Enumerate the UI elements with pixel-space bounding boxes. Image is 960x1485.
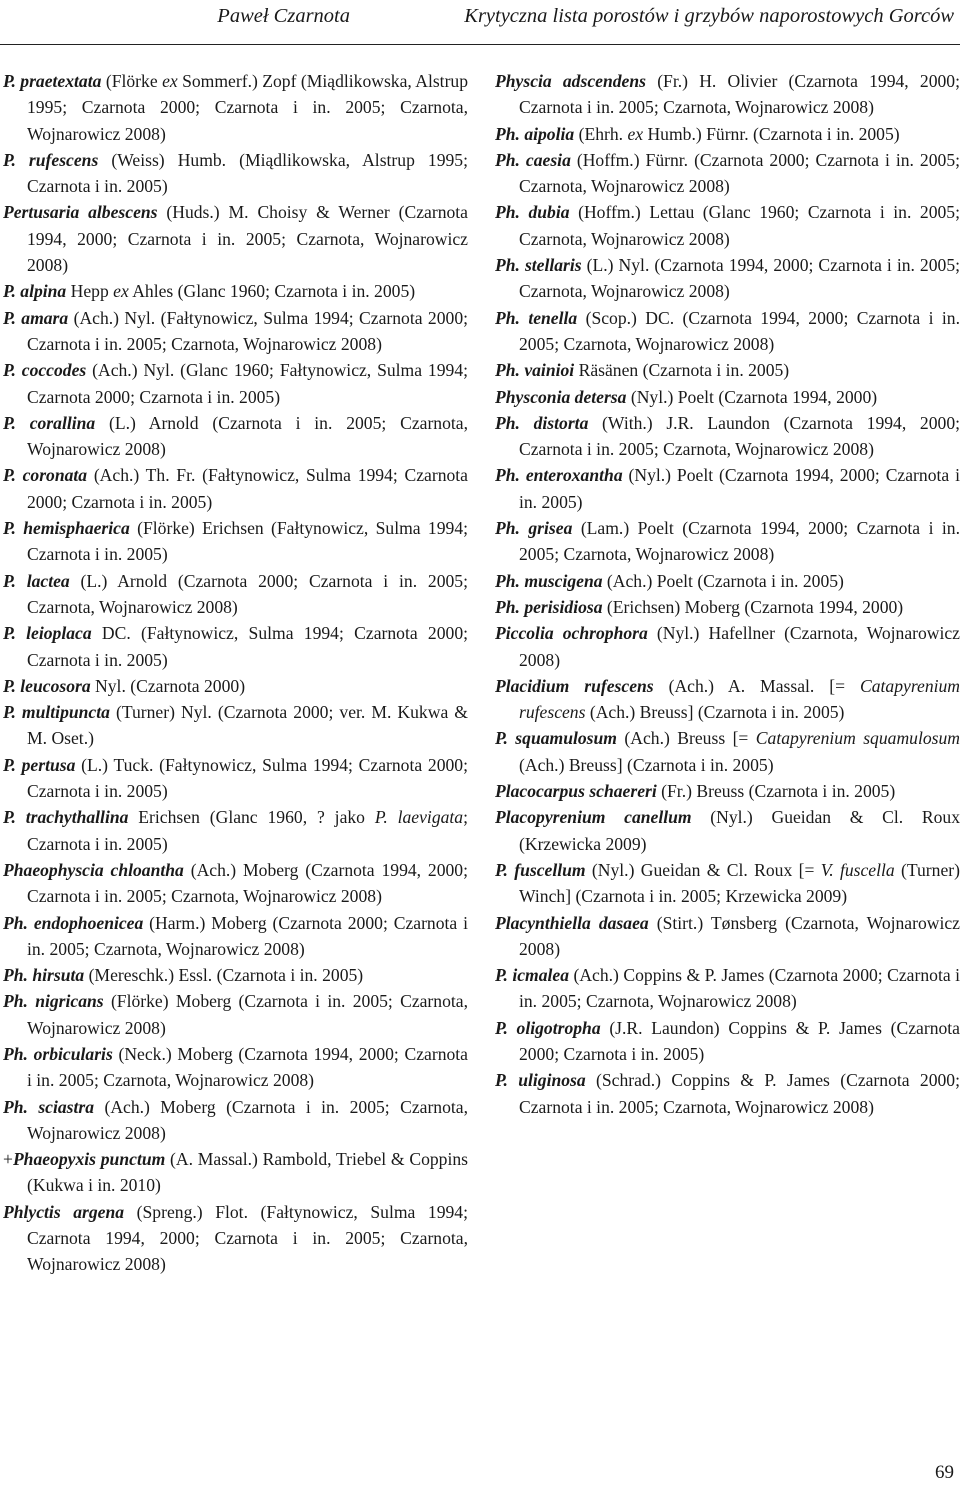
entry-text: (Stirt.) Tønsberg (Czarnota, Wojnarowicz 2008) (519, 912, 960, 959)
species-name: P. oligotropha (495, 1017, 601, 1038)
species-name: Ph. muscigena (495, 570, 603, 591)
species-entry (495, 568, 960, 594)
species-entry (3, 752, 468, 805)
species-name: P. coronata (3, 465, 88, 486)
species-entry (3, 147, 468, 200)
species-entry (495, 778, 960, 804)
entry-text: (A. Massal.) Rambold, Triebel & Coppins (Kukwa i in. 2010) (27, 1149, 468, 1196)
page-number: 69 (935, 1462, 954, 1483)
entry-text: (Harm.) Moberg (Czarnota 2000; Czarnota i in. 2005; Czarnota, Wojnarowicz 2008) (27, 912, 468, 959)
entry-text: (Ehrh. (574, 123, 628, 144)
species-name: Ph. stellaris (495, 255, 582, 276)
running-head-author: Paweł Czarnota (217, 5, 350, 27)
species-name: P. corallina (3, 412, 96, 433)
entry-text: (Schrad.) Coppins & P. James (Czarnota 2000; Czarnota i in. 2005; Czarnota, Wojnarowicz 2008) (519, 1070, 960, 1117)
species-name: P. rufescens (3, 149, 99, 170)
species-entry (3, 673, 468, 699)
species-entry (3, 1094, 468, 1147)
species-entry (495, 620, 960, 673)
species-entry (3, 568, 468, 621)
species-entry (495, 384, 960, 410)
species-entry (495, 515, 960, 568)
running-head (0, 0, 960, 40)
entry-text: Nyl. (Czarnota 2000) (90, 675, 246, 696)
entry-text: (Ach.) Moberg (Czarnota i in. 2005; Czarnota, Wojnarowicz 2008) (27, 1096, 468, 1143)
entry-text: (Flörke (101, 71, 163, 91)
species-entry (495, 857, 960, 910)
species-name: Ph. perisidiosa (495, 596, 603, 617)
species-name: Ph. endophoenicea (3, 912, 144, 933)
entry-text: (With.) J.R. Laundon (Czarnota 1994, 2000; Czarnota i in. 2005; Czarnota, Wojnarowicz 2008) (519, 412, 960, 460)
species-prefix: + (3, 1149, 13, 1170)
species-name: Placidium rufescens (495, 675, 654, 696)
entry-text: Erichsen (Glanc 1960, ? jako (128, 807, 375, 828)
entry-text: (L.) Nyl. (Czarnota 1994, 2000; Czarnota i in. 2005; Czarnota, Wojnarowicz 2008) (519, 255, 960, 302)
species-name: P. praetextata (3, 71, 102, 91)
entry-text: (L.) Arnold (Czarnota 2000; Czarnota i in. 2005; Czarnota, Wojnarowicz 2008) (27, 570, 468, 617)
species-entry (495, 305, 960, 358)
entry-text: (Weiss) Humb. (Miądlikowska, Alstrup 1995; Czarnota i in. 2005) (27, 149, 468, 197)
entry-italic-text: ex (113, 281, 129, 302)
entry-text: (Nyl.) Gueidan & Cl. Roux [= (585, 859, 821, 880)
species-name: Physconia detersa (495, 386, 627, 407)
entry-text: (Ach.) Nyl. (Glanc 1960; Fałtynowicz, Sulma 1994; Czarnota 2000; Czarnota i in. 2005) (27, 360, 469, 407)
species-name: Placopyrenium canellum (495, 807, 692, 828)
species-entry (3, 515, 468, 568)
species-entry (495, 1015, 960, 1068)
species-entry (3, 1146, 468, 1199)
species-entry (495, 121, 960, 147)
right-column (495, 68, 960, 1120)
entry-text: (J.R. Laundon) Coppins & P. James (Czarnota 2000; Czarnota i in. 2005) (519, 1017, 960, 1064)
entry-text: (Ach.) Poelt (Czarnota i in. 2005) (602, 570, 844, 591)
entry-text: (Flörke) Erichsen (Fałtynowicz, Sulma 1994; Czarnota i in. 2005) (27, 518, 468, 565)
species-entry (3, 199, 468, 278)
species-entry (3, 305, 468, 358)
entry-text: (Lam.) Poelt (Czarnota 1994, 2000; Czarnota i in. 2005; Czarnota, Wojnarowicz 2008) (519, 518, 960, 565)
species-entry (495, 910, 960, 963)
entry-text: (Erichsen) Moberg (Czarnota 1994, 2000) (602, 596, 904, 617)
species-entry (495, 410, 960, 463)
species-entry (3, 357, 468, 410)
species-name: Ph. enteroxantha (495, 465, 623, 486)
species-entry (3, 910, 468, 963)
species-name: Ph. distorta (495, 412, 589, 433)
entry-text: Hepp (66, 281, 114, 302)
entry-text-continued: Humb.) Fürnr. (Czarnota i in. 2005) (643, 123, 900, 144)
species-entry (495, 357, 960, 383)
species-entry (495, 252, 960, 305)
species-name: P. lactea (3, 570, 70, 591)
entry-text: (Spreng.) Flot. (Fałtynowicz, Sulma 1994; Czarnota 1994, 2000; Czarnota i in. 2005; Czarnota, Wojnarowicz 2008) (27, 1201, 468, 1275)
entry-italic-text: V. fuscella (820, 859, 895, 880)
species-name: Placynthiella dasaea (495, 912, 649, 933)
species-entry (3, 620, 468, 673)
entry-italic-text: ex (162, 71, 178, 91)
species-entry (3, 410, 468, 463)
entry-text: (Neck.) Moberg (Czarnota 1994, 2000; Czarnota i in. 2005; Czarnota, Wojnarowicz 2008) (27, 1043, 468, 1091)
entry-italic-text: ex (627, 123, 644, 144)
entry-text-continued: Sommerf.) Zopf (Miądlikowska, Alstrup 1995; Czarnota 2000; Czarnota i in. 2005; Czarnota, Wojnarowicz 2008) (27, 71, 469, 144)
running-head-title: Krytyczna lista porostów i grzybów naporostowych Gorców (464, 5, 954, 27)
entry-text: (Ach.) Coppins & P. James (Czarnota 2000; Czarnota i in. 2005; Czarnota, Wojnarowicz 2008) (519, 965, 960, 1012)
species-name: Phaeopyxis punctum (12, 1149, 166, 1170)
species-name: P. leucosora (3, 675, 91, 696)
species-name: Physcia adscendens (495, 71, 646, 91)
species-entry (3, 857, 468, 910)
species-entry (3, 962, 468, 988)
entry-text: Räsänen (Czarnota i in. 2005) (574, 360, 790, 381)
entry-text: (Ach.) Moberg (Czarnota 1994, 2000; Czarnota i in. 2005; Czarnota, Wojnarowicz 2008) (27, 859, 468, 907)
species-name: P. alpina (3, 281, 67, 302)
entry-text-continued: (Turner) Winch] (Czarnota i in. 2005; Krzewicka 2009) (519, 859, 960, 907)
species-name: Placocarpus schaereri (495, 781, 657, 802)
entry-text: DC. (Fałtynowicz, Sulma 1994; Czarnota 2000; Czarnota i in. 2005) (27, 623, 469, 670)
entry-text: (Ach.) Nyl. (Fałtynowicz, Sulma 1994; Czarnota 2000; Czarnota i in. 2005; Czarnota, Wojnarowicz 2008) (27, 307, 469, 354)
entry-text: (Scop.) DC. (Czarnota 1994, 2000; Czarnota i in. 2005; Czarnota, Wojnarowicz 2008) (519, 307, 960, 354)
species-entry (495, 147, 960, 200)
species-name: Ph. sciastra (3, 1096, 95, 1117)
species-entry (495, 673, 960, 726)
species-entry (495, 68, 960, 121)
species-name: P. uliginosa (495, 1070, 586, 1091)
species-entry (495, 462, 960, 515)
entry-text: (L.) Tuck. (Fałtynowicz, Sulma 1994; Czarnota 2000; Czarnota i in. 2005) (27, 754, 468, 802)
entry-text: (Fr.) H. Olivier (Czarnota 1994, 2000; Czarnota i in. 2005; Czarnota, Wojnarowicz 2008) (519, 71, 960, 118)
entry-text: (Nyl.) Poelt (Czarnota 1994, 2000) (626, 386, 878, 407)
species-entry (3, 278, 468, 304)
entry-text: (Flörke) Moberg (Czarnota i in. 2005; Czarnota, Wojnarowicz 2008) (27, 991, 468, 1038)
species-entry (3, 462, 468, 515)
entry-text-continued: (Ach.) Breuss] (Czarnota i in. 2005) (519, 754, 774, 775)
entry-text: (Nyl.) Gueidan & Cl. Roux (Krzewicka 2009) (519, 807, 960, 854)
entry-text: (Ach.) Breuss [= (617, 728, 756, 749)
entry-text: (Turner) Nyl. (Czarnota 2000; ver. M. Kukwa & M. Oset.) (27, 702, 468, 749)
entry-italic-text: P. laevigata (374, 807, 464, 828)
species-name: P. multipuncta (3, 702, 110, 723)
species-entry (495, 594, 960, 620)
entry-text: (Hoffm.) Lettau (Glanc 1960; Czarnota i in. 2005; Czarnota, Wojnarowicz 2008) (519, 202, 960, 249)
species-entry (3, 1199, 468, 1278)
entry-text: (Hoffm.) Fürnr. (Czarnota 2000; Czarnota i in. 2005; Czarnota, Wojnarowicz 2008) (519, 149, 960, 197)
header-rule (0, 44, 960, 45)
species-name: Ph. aipolia (495, 123, 575, 144)
species-name: P. fuscellum (495, 859, 586, 880)
entry-italic-text: Catapyrenium rufescens (519, 675, 960, 723)
species-name: P. coccodes (3, 360, 87, 381)
species-entry (3, 68, 468, 147)
species-name: P. squamulosum (495, 728, 617, 749)
species-name: Ph. caesia (495, 149, 571, 170)
species-name: Ph. nigricans (3, 991, 104, 1012)
entry-text: (L.) Arnold (Czarnota i in. 2005; Czarnota, Wojnarowicz 2008) (27, 412, 468, 460)
species-entry (3, 988, 468, 1041)
species-name: P. trachythallina (3, 807, 129, 828)
entry-italic-text: Catapyrenium squamulosum (755, 728, 960, 749)
entry-text-continued: Ahles (Glanc 1960; Czarnota i in. 2005) (128, 281, 416, 302)
entry-text: (Huds.) M. Choisy & Werner (Czarnota 1994, 2000; Czarnota i in. 2005; Czarnota, Wojnarowicz 2008) (27, 202, 468, 276)
species-name: Ph. grisea (495, 518, 573, 539)
entry-text: (Mereschk.) Essl. (Czarnota i in. 2005) (84, 965, 364, 986)
species-name: Ph. hirsuta (3, 965, 85, 986)
species-name: Ph. tenella (495, 307, 578, 328)
entry-text: (Nyl.) Hafellner (Czarnota, Wojnarowicz 2008) (519, 623, 960, 670)
species-name: Pertusaria albescens (3, 202, 158, 223)
entry-text: (Ach.) Th. Fr. (Fałtynowicz, Sulma 1994; Czarnota 2000; Czarnota i in. 2005) (27, 465, 468, 512)
entry-text-continued: (Ach.) Breuss] (Czarnota i in. 2005) (585, 702, 845, 723)
species-name: P. amara (3, 307, 69, 328)
species-name: Phaeophyscia chloantha (3, 859, 184, 880)
species-entry (495, 199, 960, 252)
species-entry (3, 699, 468, 752)
species-entry (495, 804, 960, 857)
species-name: Ph. vainioi (495, 360, 575, 381)
species-name: P. leioplaca (3, 623, 92, 644)
entry-text: (Ach.) A. Massal. [= (653, 675, 860, 696)
species-name: P. icmalea (495, 965, 570, 986)
species-name: Phlyctis argena (3, 1201, 125, 1222)
entry-text: (Nyl.) Poelt (Czarnota 1994, 2000; Czarnota i in. 2005) (519, 465, 960, 512)
species-entry (495, 962, 960, 1015)
species-name: P. pertusa (3, 754, 76, 775)
species-name: Piccolia ochrophora (495, 623, 648, 644)
species-name: P. hemisphaerica (3, 518, 130, 539)
species-entry (495, 725, 960, 778)
species-entry (3, 1041, 468, 1094)
species-name: Ph. orbicularis (3, 1043, 113, 1064)
entry-text-continued: ; Czarnota i in. 2005) (27, 807, 468, 854)
species-name: Ph. dubia (495, 202, 570, 223)
species-entry (495, 1067, 960, 1120)
species-entry (3, 804, 468, 857)
entry-text: (Fr.) Breuss (Czarnota i in. 2005) (656, 781, 896, 802)
left-column (3, 68, 468, 1278)
